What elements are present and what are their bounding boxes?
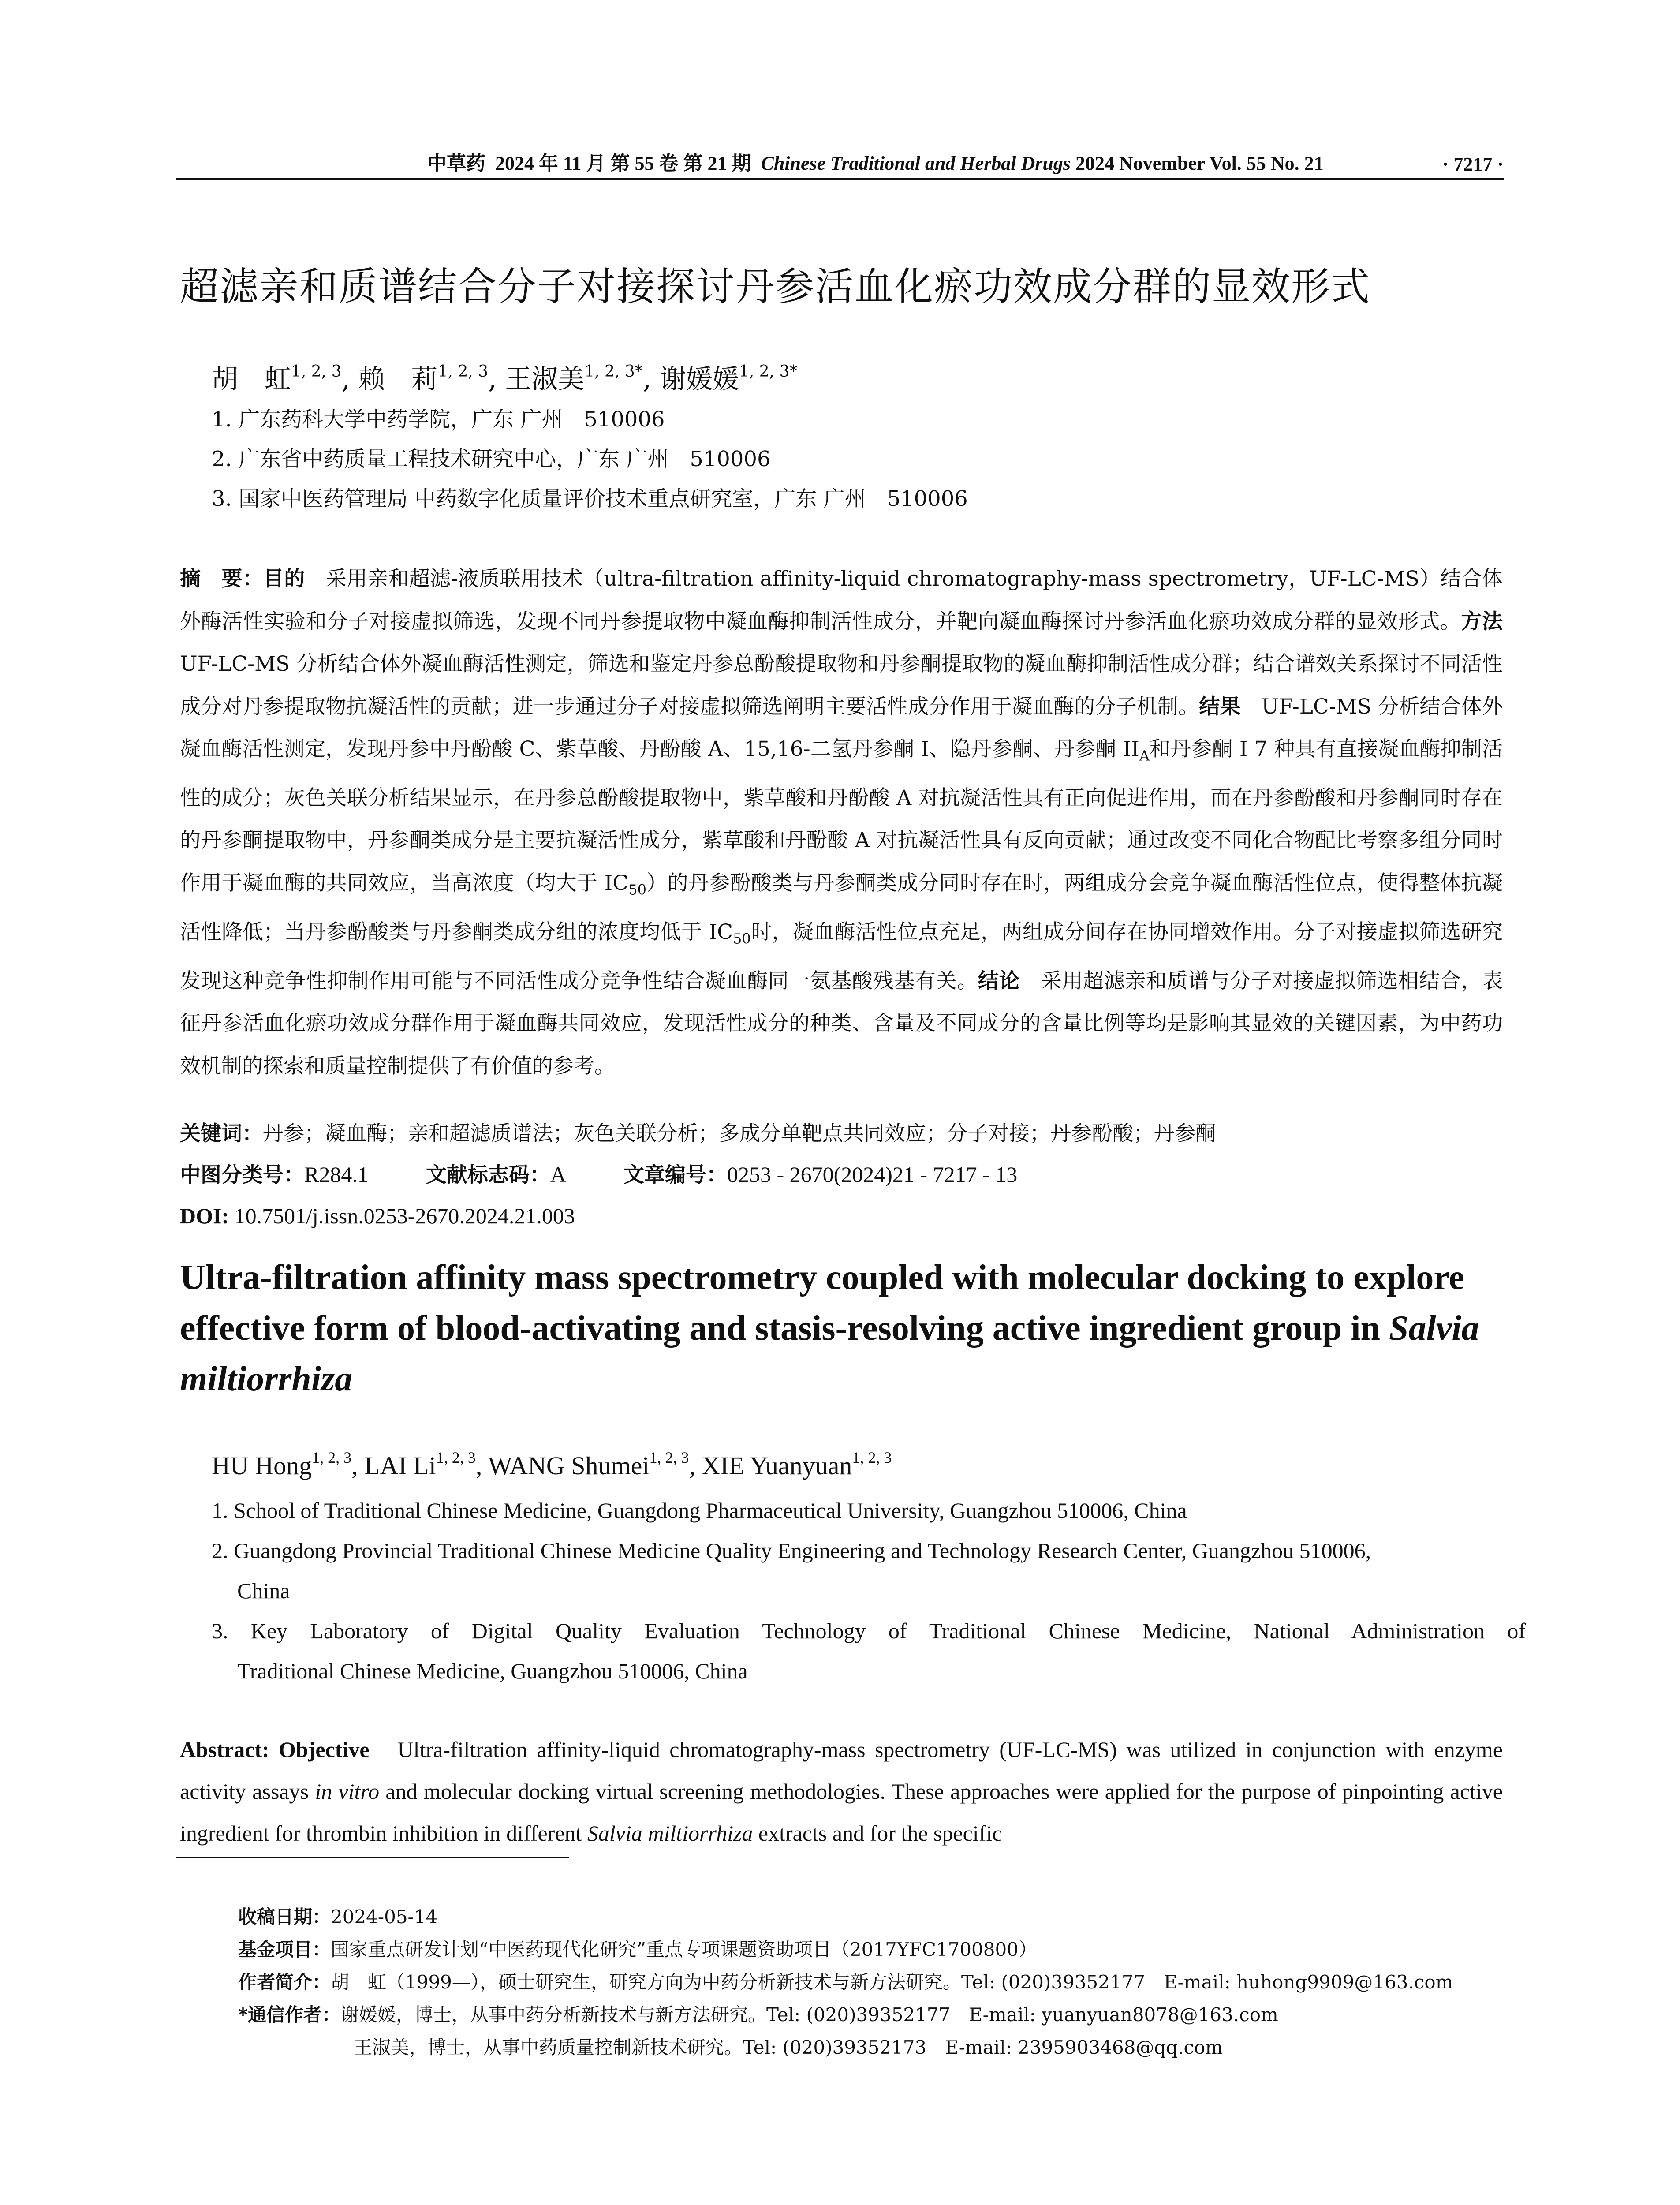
in-vitro: in vitro <box>315 1779 380 1804</box>
author-affil-sup: 1, 2, 3* <box>739 363 798 381</box>
author-cn: 赖 莉 <box>358 364 438 395</box>
title-cn: 超滤亲和质谱结合分子对接探讨丹参活血化瘀功效成分群的显效形式 <box>180 264 1371 309</box>
affiliation-en-continued: China <box>237 1578 290 1603</box>
fund <box>238 1933 1517 1966</box>
meta-cn <box>180 1114 1503 1236</box>
author-affil-sup: 1, 2, 3 <box>312 1449 352 1466</box>
result-cn-b: 和丹参酮 I 7 种具有直接凝血酶抑制活性的成分；灰色关联分析结果显示，在丹参总酚酸提取物中，紫草酸和丹酚酸 A 对抗凝活性具有正向促进作用，而在丹参酚酸和丹参酮同时存在的丹参酮提取物中，丹参酮类成分是主要抗凝活性成分，紫草酸和丹酚酸 A 对抗凝活性具有反向贡献；通过改变不同化合物配比考察多组分同时作用于凝血酶的共同效应，当高浓度（均大于 IC <box>180 737 1503 895</box>
conclusion-label-cn: 结论 <box>978 968 1020 993</box>
abstract-en-a: Ultra-filtration affinity-liquid chromatography-mass spectrometry (UF-LC-MS) was utilized in conjunction with enzyme activity assays <box>180 1737 1503 1804</box>
result-cn-a: UF-LC-MS 分析结合体外凝血酶活性测定，发现丹参中丹酚酸 C、紫草酸、丹酚酸 A、15,16-二氢丹参酮 I、隐丹参酮、丹参酮 II <box>180 694 1503 761</box>
page-number: · 7217 · <box>1442 153 1504 175</box>
author-affil-sup: 1, 2, 3 <box>437 363 489 381</box>
corr-value-1: 谢媛媛，博士，从事中药分析新技术与新方法研究。Tel: (020)39352177 E-mail: yuanyuan8078@163.com <box>340 2004 1278 2026</box>
abstract-en <box>180 1729 1503 1854</box>
doi-value[interactable]: 10.7501/j.issn.0253-2670.2024.21.003 <box>234 1203 575 1228</box>
doc-label: 文献标志码： <box>426 1163 550 1187</box>
affiliation-cn: 2. 广东省中药质量工程技术研究中心，广东 广州 510006 <box>212 447 771 471</box>
conclusion-cn: 采用超滤亲和质谱与分子对接虚拟筛选相结合，表征丹参活血化瘀功效成分群作用于凝血酶共同效应，发现活性成分的种类、含量及不同成分的含量比例等均是影响其显效的关键因素，为中药功效机制的探索和质量控制提供了有价值的参考。 <box>180 968 1503 1078</box>
author-cn: 王淑美 <box>505 364 585 395</box>
title-en-main: Ultra-filtration affinity mass spectrometry coupled with molecular docking to explore effective form of blood-activating and stasis-resolving active ingredient group in <box>180 1258 1464 1348</box>
affiliation-en: 1. School of Traditional Chinese Medicine, Guangdong Pharmaceutical University, Guangzhou 510006, China <box>212 1498 1187 1523</box>
received-value: 2024-05-14 <box>331 1906 438 1928</box>
bio-value: 胡 虹（1999—），硕士研究生，研究方向为中药分析新技术与新方法研究。Tel: (020)39352177 E-mail: huhong9909@163.com <box>331 1971 1453 1993</box>
footnotes <box>238 1901 1517 2064</box>
article-number <box>623 1154 1017 1196</box>
clc-code <box>180 1154 369 1196</box>
fund-value: 国家重点研发计划“中医药现代化研究”重点专项课题资助项目（2017YFC1700800） <box>331 1939 1037 1960</box>
abstract-en-b: and molecular docking virtual screening methodologies. These approaches were applied for the purpose of pinpointing active ingredient for thrombin inhibition in different <box>180 1779 1503 1846</box>
author-en: LAI Li <box>364 1451 436 1480</box>
authors-en: HU Hong$^{1, 2, 3}$, LAI Li$^{1, 2, 3}$, WANG Shumei$^{1, 2, 3}$, XIE Yuanyuan$^{1, 2, 3}$ <box>212 1449 892 1480</box>
doc-value: A <box>550 1162 566 1187</box>
abstract-label-en: Abstract: Objective <box>180 1737 370 1762</box>
keywords-cn <box>180 1114 1503 1154</box>
affiliation-cn: 3. 国家中医药管理局 中药数字化质量评价技术重点研究室，广东 广州 510006 <box>212 486 968 511</box>
author-affil-sup: 1, 2, 3 <box>291 363 342 381</box>
ic50-subscript: 50 <box>628 881 646 898</box>
bio-label: 作者简介： <box>238 1971 331 1993</box>
received-label: 收稿日期： <box>238 1906 331 1928</box>
received-date <box>238 1901 1517 1933</box>
objective-label-cn: 目的 <box>263 567 305 591</box>
abstract-cn <box>180 558 1503 1088</box>
result-cn-d: 时，凝血酶活性位点充足，两组成分间存在协同增效作用。分子对接虚拟筛选研究发现这种竞争性抑制作用可能与不同活性成分竞争性结合凝血酶同一氨基酸残基有关。 <box>180 919 1503 993</box>
abstract-label-cn: 摘 要： <box>180 567 264 591</box>
affiliation-en: 3. Key Laboratory of Digital Quality Evaluation Technology of Traditional Chinese Medicine, National Administration of <box>212 1618 1526 1643</box>
title-en <box>180 1252 1507 1405</box>
abstract-en-c: extracts and for the specific <box>753 1821 1002 1846</box>
keywords-label-cn: 关键词： <box>180 1121 263 1146</box>
title-en-species: Salvia miltiorrhiza <box>180 1309 1479 1398</box>
affiliation-cn: 1. 广东药科大学中药学院，广东 广州 510006 <box>212 407 665 432</box>
author-affil-sup: 1, 2, 3 <box>436 1449 476 1466</box>
classification-row <box>180 1154 1503 1196</box>
affiliations-cn <box>212 400 1526 519</box>
issue-en: 2024 November Vol. 55 No. 21 <box>1075 153 1324 174</box>
clc-label: 中图分类号： <box>180 1163 304 1187</box>
author-en: WANG Shumei <box>488 1451 650 1480</box>
doi <box>180 1196 1503 1236</box>
doi-label: DOI: <box>180 1203 229 1228</box>
article-label: 文章编号： <box>623 1163 727 1187</box>
result-cn-c: ）的丹参酚酸类与丹参酮类成分同时存在时，两组成分会竞争凝血酶活性位点，使得整体抗凝活性降低；当丹参酚酸类与丹参酮类成分组的浓度均低于 IC <box>180 871 1503 944</box>
doc-code <box>426 1154 566 1196</box>
author-en: XIE Yuanyuan <box>702 1451 852 1480</box>
author-cn: 谢媛媛 <box>659 364 739 395</box>
authors-cn: 胡 虹$^{1, 2, 3}$, 赖 莉$^{1, 2, 3}$, 王淑美$^{1, 2, 3*}$, 谢媛媛$^{1, 2, 3*}$ <box>212 363 798 395</box>
method-label-cn: 方法 <box>1461 609 1503 634</box>
running-header-journal <box>176 147 1442 176</box>
affiliation-en: 2. Guangdong Provincial Traditional Chinese Medicine Quality Engineering and Technology Research Center, Guangzhou 510006, <box>212 1538 1371 1563</box>
corresponding-author <box>238 1999 1517 2031</box>
objective-cn: 采用亲和超滤-液质联用技术（ultra-filtration affinity-liquid chromatography-mass spectrometry，UF-LC-MS）结合体外酶活性实验和分子对接虚拟筛选，发现不同丹参提取物中凝血酶抑制活性成分，并靶向凝血酶探讨丹参活血化瘀功效成分群的显效形式。 <box>180 567 1503 634</box>
ic50-subscript: 50 <box>733 930 751 947</box>
result-label-cn: 结果 <box>1199 694 1241 719</box>
author-affil-sup: 1, 2, 3* <box>584 363 643 381</box>
affiliation-en-continued: Traditional Chinese Medicine, Guangzhou 510006, China <box>237 1659 748 1683</box>
issue-cn: 2024 年 11 月 第 55 卷 第 21 期 <box>495 153 751 174</box>
article-value: 0253 - 2670(2024)21 - 7217 - 13 <box>727 1162 1018 1187</box>
journal-name-en: Chinese Traditional and Herbal Drugs <box>761 153 1071 174</box>
clc-value: R284.1 <box>304 1162 369 1187</box>
author-affil-sup: 1, 2, 3 <box>649 1449 689 1466</box>
footnote-rule <box>176 1857 569 1858</box>
affiliations-en <box>212 1491 1526 1691</box>
corr-label: *通信作者： <box>238 2004 340 2026</box>
author-en: HU Hong <box>212 1451 312 1480</box>
method-cn: UF-LC-MS 分析结合体外凝血酶活性测定，筛选和鉴定丹参总酚酸提取物和丹参酮提取物的凝血酶抑制活性成分群；结合谱效关系探讨不同活性成分对丹参提取物抗凝活性的贡献；进一步通过分子对接虚拟筛选阐明主要活性成分作用于凝血酶的分子机制。 <box>180 652 1503 719</box>
result-subscript: A <box>1139 747 1150 764</box>
author-affil-sup: 1, 2, 3 <box>852 1449 892 1466</box>
author-bio <box>238 1966 1517 1999</box>
keywords-text-cn: 丹参；凝血酶；亲和超滤质谱法；灰色关联分析；多成分单靶点共同效应；分子对接；丹参酚酸；丹参酮 <box>263 1121 1216 1146</box>
header-rule <box>176 178 1504 180</box>
corresponding-author-2: 王淑美，博士，从事中药质量控制新技术研究。Tel: (020)39352173 E-mail: 2395903468@qq.com <box>354 2037 1223 2058</box>
running-header <box>176 140 1504 176</box>
species-en: Salvia miltiorrhiza <box>587 1821 753 1846</box>
author-cn: 胡 虹 <box>212 364 291 395</box>
journal-name-cn: 中草药 <box>427 153 485 174</box>
fund-label: 基金项目： <box>238 1939 331 1960</box>
